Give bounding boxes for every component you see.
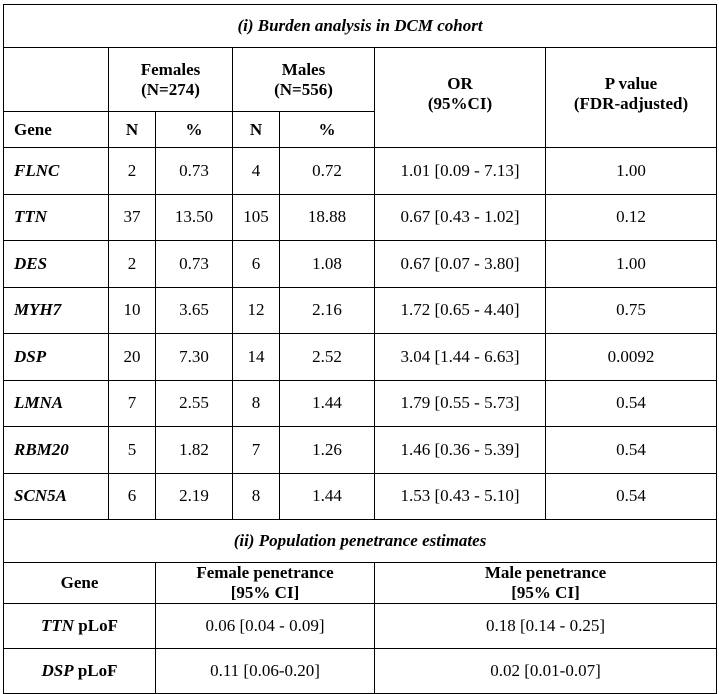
male-pct-cell: 1.26 [280, 427, 375, 474]
male-n-cell: 105 [233, 194, 280, 241]
header-females-label: Females [140, 59, 201, 79]
header-or [375, 48, 546, 148]
pen-gene-cell [4, 604, 156, 649]
male-n-cell: 8 [233, 473, 280, 520]
or-cell: 1.53 [0.43 - 5.10] [375, 473, 546, 520]
header-empty-cell [4, 48, 109, 112]
header-male-pct: % [280, 112, 375, 148]
header-pvalue [546, 48, 717, 148]
male-n-cell: 4 [233, 148, 280, 195]
or-cell: 1.46 [0.36 - 5.39] [375, 427, 546, 474]
male-pct-cell: 1.08 [280, 241, 375, 288]
table-row [4, 287, 717, 334]
section2-title-row [4, 520, 717, 563]
penetrance-row [4, 649, 717, 694]
or-cell: 0.67 [0.07 - 3.80] [375, 241, 546, 288]
header-males [233, 48, 375, 112]
pvalue-cell: 0.12 [546, 194, 717, 241]
penetrance-header-row [4, 563, 717, 604]
pen-header-female-label: Female penetrance [196, 563, 334, 582]
header-row-1 [4, 48, 717, 112]
pen-header-female-ci: [95% CI] [230, 583, 300, 602]
header-female-n: N [109, 112, 156, 148]
male-pct-cell: 1.44 [280, 473, 375, 520]
male-pct-cell: 2.16 [280, 287, 375, 334]
pen-gene-suffix: pLoF [74, 616, 118, 635]
pen-header-male [375, 563, 717, 604]
or-cell: 0.67 [0.43 - 1.02] [375, 194, 546, 241]
pen-header-female [156, 563, 375, 604]
gene-cell: LMNA [4, 380, 109, 427]
pvalue-cell: 1.00 [546, 148, 717, 195]
or-cell: 1.01 [0.09 - 7.13] [375, 148, 546, 195]
pen-header-male-label: Male penetrance [484, 563, 607, 582]
gene-cell: FLNC [4, 148, 109, 195]
pen-gene-cell [4, 649, 156, 694]
header-males-label: Males [281, 59, 326, 79]
header-pvalue-note: (FDR-adjusted) [573, 93, 689, 113]
or-cell: 1.72 [0.65 - 4.40] [375, 287, 546, 334]
table-row [4, 194, 717, 241]
male-n-cell: 12 [233, 287, 280, 334]
gene-cell: TTN [4, 194, 109, 241]
male-pct-cell: 18.88 [280, 194, 375, 241]
gene-cell: DES [4, 241, 109, 288]
female-pct-cell: 7.30 [156, 334, 233, 381]
header-males-count: (N=556) [274, 79, 333, 99]
male-n-cell: 7 [233, 427, 280, 474]
header-female-pct: % [156, 112, 233, 148]
table-row [4, 473, 717, 520]
female-n-cell: 2 [109, 148, 156, 195]
table-row [4, 334, 717, 381]
header-or-label: OR [447, 73, 473, 93]
female-pct-cell: 0.73 [156, 148, 233, 195]
pvalue-cell: 0.0092 [546, 334, 717, 381]
female-pct-cell: 13.50 [156, 194, 233, 241]
pen-female-cell: 0.11 [0.06-0.20] [156, 649, 375, 694]
female-n-cell: 5 [109, 427, 156, 474]
table-row [4, 241, 717, 288]
female-pct-cell: 2.55 [156, 380, 233, 427]
header-male-n: N [233, 112, 280, 148]
results-table [3, 4, 717, 694]
gene-cell: SCN5A [4, 473, 109, 520]
pvalue-cell: 1.00 [546, 241, 717, 288]
pvalue-cell: 0.54 [546, 380, 717, 427]
male-n-cell: 14 [233, 334, 280, 381]
pen-gene-name: DSP [41, 661, 74, 680]
header-females-count: (N=274) [141, 79, 200, 99]
male-pct-cell: 1.44 [280, 380, 375, 427]
penetrance-row [4, 604, 717, 649]
header-gene: Gene [4, 112, 109, 148]
male-n-cell: 6 [233, 241, 280, 288]
pen-gene-name: TTN [41, 616, 75, 635]
header-females [109, 48, 233, 112]
pvalue-cell: 0.54 [546, 473, 717, 520]
pen-gene-suffix: pLoF [73, 661, 118, 680]
gene-cell: DSP [4, 334, 109, 381]
pen-female-cell: 0.06 [0.04 - 0.09] [156, 604, 375, 649]
female-n-cell: 2 [109, 241, 156, 288]
header-pvalue-label: P value [604, 73, 658, 93]
male-pct-cell: 2.52 [280, 334, 375, 381]
gene-cell: RBM20 [4, 427, 109, 474]
pen-header-male-ci: [95% CI] [511, 583, 580, 602]
female-n-cell: 6 [109, 473, 156, 520]
section1-title: (i) Burden analysis in DCM cohort [4, 5, 717, 48]
female-n-cell: 10 [109, 287, 156, 334]
table-row [4, 148, 717, 195]
female-n-cell: 7 [109, 380, 156, 427]
section1-title-row [4, 5, 717, 48]
female-pct-cell: 2.19 [156, 473, 233, 520]
female-n-cell: 37 [109, 194, 156, 241]
pen-header-gene: Gene [4, 563, 156, 604]
gene-cell: MYH7 [4, 287, 109, 334]
section2-title: (ii) Population penetrance estimates [4, 520, 717, 563]
or-cell: 3.04 [1.44 - 6.63] [375, 334, 546, 381]
table-row [4, 380, 717, 427]
male-pct-cell: 0.72 [280, 148, 375, 195]
or-cell: 1.79 [0.55 - 5.73] [375, 380, 546, 427]
male-n-cell: 8 [233, 380, 280, 427]
table-row [4, 427, 717, 474]
pvalue-cell: 0.54 [546, 427, 717, 474]
female-n-cell: 20 [109, 334, 156, 381]
header-or-ci: (95%CI) [427, 93, 493, 113]
pvalue-cell: 0.75 [546, 287, 717, 334]
female-pct-cell: 3.65 [156, 287, 233, 334]
pen-male-cell: 0.18 [0.14 - 0.25] [375, 604, 717, 649]
female-pct-cell: 0.73 [156, 241, 233, 288]
pen-male-cell: 0.02 [0.01-0.07] [375, 649, 717, 694]
female-pct-cell: 1.82 [156, 427, 233, 474]
